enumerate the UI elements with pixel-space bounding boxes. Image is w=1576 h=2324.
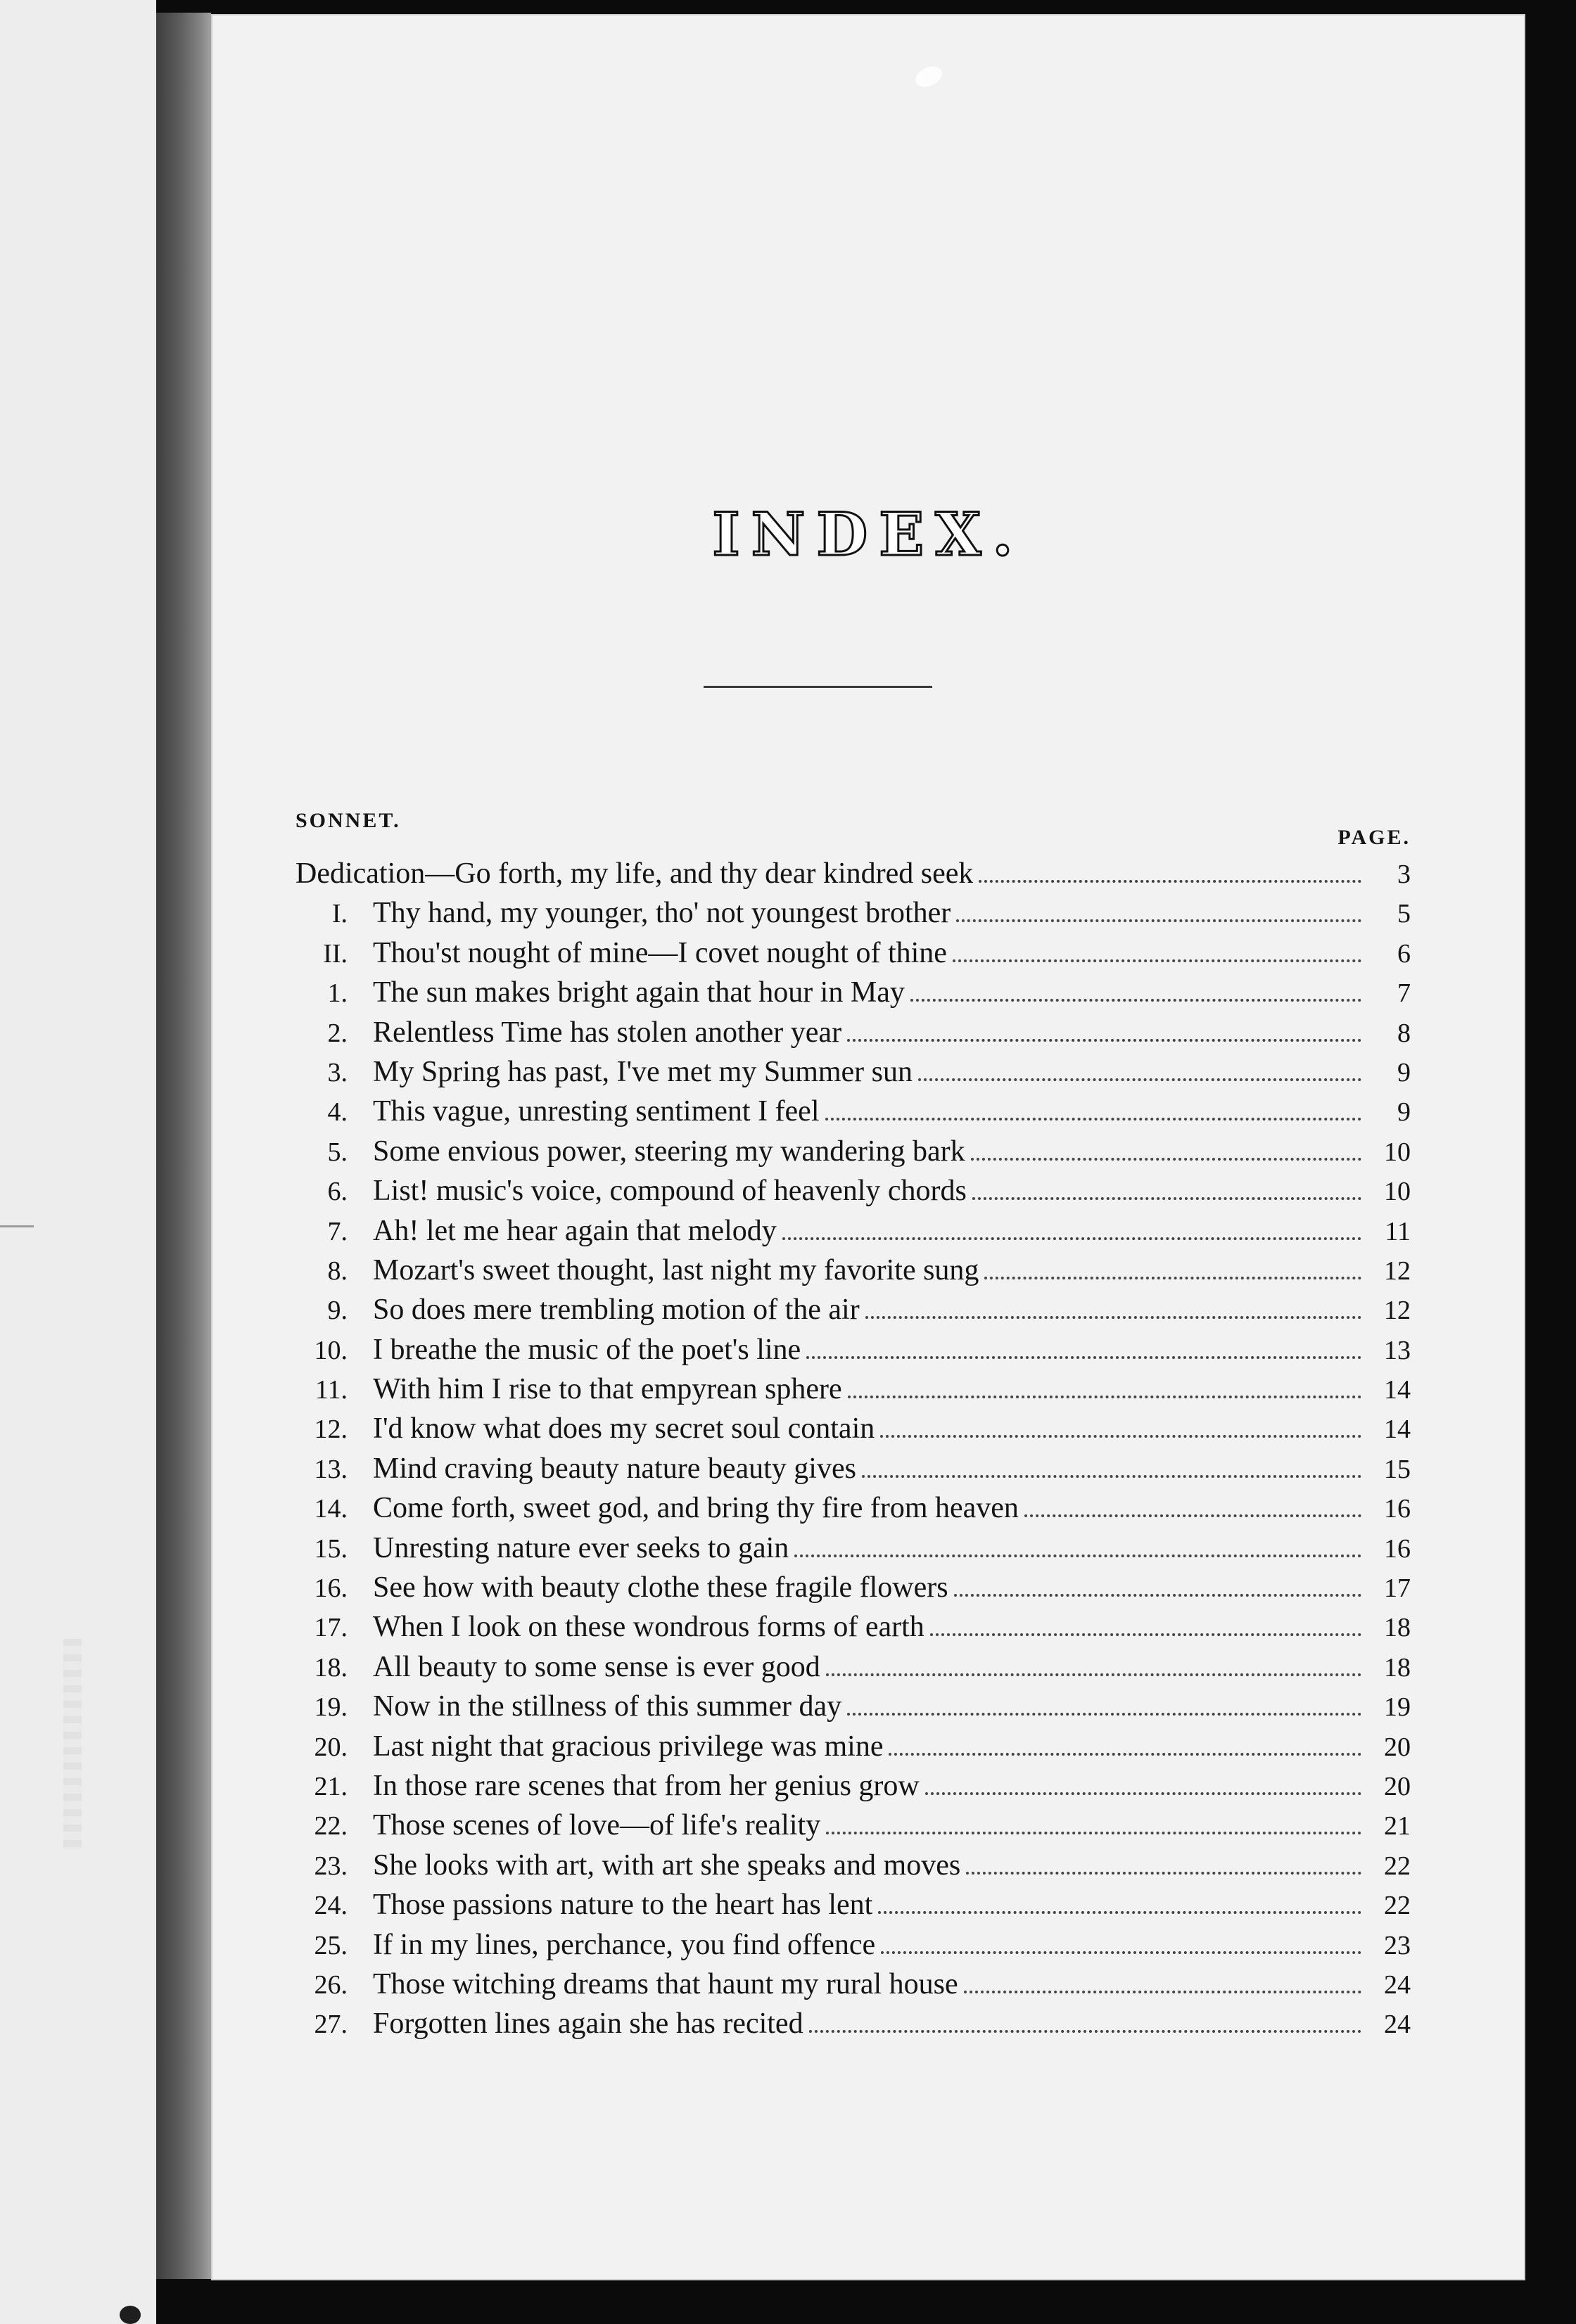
- dot-leader: [862, 1475, 1361, 1478]
- dot-leader: [794, 1554, 1361, 1557]
- index-page: [211, 14, 1525, 2280]
- index-table: [296, 809, 1411, 2044]
- index-entry: [296, 1251, 1411, 1290]
- dot-leader: [826, 1832, 1361, 1834]
- dot-leader: [954, 1594, 1361, 1597]
- entry-number: 7.: [327, 1216, 348, 1246]
- index-entry: [296, 1013, 1411, 1052]
- entry-number: 16.: [314, 1573, 348, 1604]
- entry-text: I'd know what does my secret soul contain: [373, 1412, 875, 1445]
- index-entry: [296, 1607, 1411, 1647]
- entry-page: 13: [1384, 1335, 1411, 1365]
- sonnet-column-header: SONNET.: [296, 809, 401, 832]
- index-entry: [296, 1132, 1411, 1171]
- show-through-text: [63, 1639, 82, 1850]
- dot-leader: [880, 1435, 1361, 1438]
- dot-leader: [953, 959, 1361, 962]
- entry-text: Those passions nature to the heart has lent: [373, 1889, 873, 1922]
- entry-text: Those witching dreams that haunt my rural house: [373, 1967, 958, 2000]
- entry-page: 5: [1397, 899, 1411, 929]
- entry-text: Unresting nature ever seeks to gain: [373, 1531, 789, 1564]
- entry-text: Relentless Time has stolen another year: [373, 1016, 842, 1049]
- index-entry: [296, 1330, 1411, 1370]
- dot-leader: [806, 1356, 1361, 1359]
- index-entry: [296, 933, 1411, 973]
- entry-text: My Spring has past, I've met my Summer sun: [373, 1055, 913, 1088]
- page-column-header: PAGE.: [1337, 826, 1411, 849]
- entry-page: 12: [1384, 1296, 1411, 1326]
- dot-leader: [930, 1633, 1361, 1636]
- paper-speck: [912, 63, 945, 91]
- entry-number: 8.: [327, 1256, 348, 1286]
- entry-number: 13.: [314, 1454, 348, 1484]
- entry-text: Some envious power, steering my wandering bark: [373, 1135, 965, 1168]
- index-entry: [296, 2004, 1411, 2043]
- entry-page: 14: [1384, 1375, 1411, 1405]
- entry-page: 8: [1397, 1018, 1411, 1048]
- left-page-edge: [0, 0, 156, 2324]
- index-entry: [296, 1687, 1411, 1726]
- entry-number: 26.: [314, 1969, 348, 2000]
- dot-leader: [782, 1237, 1361, 1240]
- index-entry: [296, 1568, 1411, 1607]
- dot-leader: [1024, 1514, 1361, 1517]
- entry-text: This vague, unresting sentiment I feel: [373, 1095, 820, 1128]
- book-gutter: [156, 13, 211, 2279]
- entry-number: 1.: [327, 978, 348, 1009]
- dot-leader: [984, 1277, 1361, 1279]
- entry-page: 18: [1384, 1613, 1411, 1643]
- entry-text: Last night that gracious privilege was mine: [373, 1730, 884, 1763]
- dot-leader: [972, 1197, 1361, 1200]
- entry-text: Thou'st nought of mine—I covet nought of thine: [373, 936, 947, 969]
- index-entry: [296, 1806, 1411, 1845]
- entry-list: [296, 893, 1411, 2043]
- index-entry: [296, 1647, 1411, 1687]
- dot-leader: [881, 1951, 1361, 1954]
- entry-page: 23: [1384, 1930, 1411, 1960]
- dot-leader: [847, 1713, 1361, 1716]
- entry-number: 11.: [314, 1375, 348, 1405]
- entry-number: 22.: [314, 1811, 348, 1841]
- entry-number: 9.: [327, 1296, 348, 1326]
- index-entry: [296, 1052, 1411, 1092]
- entry-page: 9: [1397, 1097, 1411, 1128]
- dot-leader: [966, 1872, 1361, 1875]
- entry-page: 16: [1384, 1494, 1411, 1524]
- entry-text: With him I rise to that empyrean sphere: [373, 1373, 842, 1406]
- dot-leader: [971, 1158, 1361, 1161]
- entry-number: 24.: [314, 1891, 348, 1921]
- index-entry: [296, 973, 1411, 1012]
- index-entry: [296, 1846, 1411, 1885]
- title-rule: [704, 686, 932, 688]
- entry-text: Ah! let me hear again that melody: [373, 1214, 777, 1247]
- entry-number: 27.: [314, 2010, 348, 2040]
- dot-leader: [979, 880, 1361, 883]
- entry-text: In those rare scenes that from her genius grow: [373, 1769, 920, 1802]
- entry-page: 10: [1384, 1137, 1411, 1167]
- dot-leader: [889, 1753, 1361, 1756]
- index-entry: [296, 1409, 1411, 1448]
- entry-page: 19: [1384, 1692, 1411, 1723]
- entry-text: Those scenes of love—of life's reality: [373, 1809, 821, 1842]
- entry-number: 10.: [314, 1335, 348, 1365]
- entry-number: I.: [331, 899, 348, 929]
- entry-page: 16: [1384, 1533, 1411, 1564]
- dot-leader: [865, 1316, 1361, 1319]
- entry-page: 12: [1384, 1256, 1411, 1286]
- index-entry: [296, 1885, 1411, 1924]
- entry-text: List! music's voice, compound of heavenly chords: [373, 1175, 967, 1208]
- entry-text: All beauty to some sense is ever good: [373, 1650, 820, 1683]
- entry-page: 22: [1384, 1891, 1411, 1921]
- entry-page: 3: [1397, 860, 1411, 889]
- index-entry: [296, 1211, 1411, 1251]
- entry-number: 3.: [327, 1057, 348, 1087]
- entry-number: 23.: [314, 1851, 348, 1881]
- entry-number: 15.: [314, 1533, 348, 1564]
- index-entry: [296, 1488, 1411, 1528]
- entry-text: Mind craving beauty nature beauty gives: [373, 1452, 856, 1485]
- entry-page: 10: [1384, 1177, 1411, 1207]
- entry-text: When I look on these wondrous forms of earth: [373, 1611, 924, 1644]
- ink-blot: [120, 2306, 141, 2324]
- dot-leader: [964, 1991, 1361, 1993]
- entry-number: 12.: [314, 1415, 348, 1445]
- page-title: INDEX.: [712, 499, 1024, 569]
- dot-leader: [826, 1673, 1361, 1676]
- dot-leader: [825, 1118, 1362, 1120]
- dot-leader: [809, 2030, 1361, 2033]
- dot-leader: [878, 1911, 1361, 1914]
- entry-text: The sun makes bright again that hour in May: [373, 976, 905, 1009]
- entry-text: See how with beauty clothe these fragile flowers: [373, 1571, 948, 1604]
- entry-text: Now in the stillness of this summer day: [373, 1690, 842, 1723]
- entry-number: 6.: [327, 1177, 348, 1207]
- index-entry: [296, 1449, 1411, 1488]
- index-entry: [296, 1092, 1411, 1131]
- entry-page: 24: [1384, 2010, 1411, 2040]
- dot-leader: [956, 919, 1361, 922]
- entry-page: 21: [1384, 1811, 1411, 1841]
- index-entry: [296, 1370, 1411, 1409]
- entry-page: 22: [1384, 1851, 1411, 1881]
- entry-text: If in my lines, perchance, you find offence: [373, 1928, 876, 1961]
- entry-number: 14.: [314, 1494, 348, 1524]
- dot-leader: [847, 1039, 1361, 1042]
- page-mark: [0, 1225, 34, 1227]
- entry-text: Come forth, sweet god, and bring thy fire from heaven: [373, 1492, 1019, 1525]
- entry-number: 4.: [327, 1097, 348, 1128]
- entry-number: 2.: [327, 1018, 348, 1048]
- entry-number: 18.: [314, 1652, 348, 1683]
- index-header: [296, 809, 1411, 854]
- entry-text: Dedication—Go forth, my life, and thy dear kindred seek: [296, 857, 974, 890]
- entry-page: 11: [1385, 1216, 1411, 1246]
- dot-leader: [918, 1078, 1361, 1081]
- index-entry: [296, 1171, 1411, 1211]
- entry-page: 14: [1384, 1415, 1411, 1445]
- entry-page: 20: [1384, 1771, 1411, 1801]
- entry-number: II.: [323, 938, 348, 969]
- entry-text: She looks with art, with art she speaks and moves: [373, 1849, 961, 1882]
- index-entry: [296, 1290, 1411, 1329]
- entry-page: 9: [1397, 1057, 1411, 1087]
- dot-leader: [910, 999, 1361, 1002]
- dot-leader: [925, 1792, 1361, 1795]
- entry-page: 6: [1397, 938, 1411, 969]
- entry-number: 17.: [314, 1613, 348, 1643]
- entry-text: Mozart's sweet thought, last night my favorite sung: [373, 1253, 979, 1286]
- index-entry: [296, 1766, 1411, 1806]
- dot-leader: [848, 1396, 1361, 1398]
- entry-text: Forgotten lines again she has recited: [373, 2007, 803, 2041]
- entry-page: 24: [1384, 1969, 1411, 2000]
- entry-text: I breathe the music of the poet's line: [373, 1333, 801, 1366]
- entry-number: 20.: [314, 1732, 348, 1762]
- index-entry: [296, 1925, 1411, 1965]
- index-entry: [296, 1528, 1411, 1568]
- index-entry: [296, 893, 1411, 933]
- entry-page: 17: [1384, 1573, 1411, 1604]
- entry-number: 25.: [314, 1930, 348, 1960]
- entry-number: 5.: [327, 1137, 348, 1167]
- entry-page: 7: [1397, 978, 1411, 1009]
- dedication-entry: [296, 854, 1411, 893]
- entry-page: 15: [1384, 1454, 1411, 1484]
- entry-page: 20: [1384, 1732, 1411, 1762]
- entry-page: 18: [1384, 1652, 1411, 1683]
- index-entry: [296, 1727, 1411, 1766]
- index-entry: [296, 1965, 1411, 2004]
- entry-number: 19.: [314, 1692, 348, 1723]
- entry-text: So does mere trembling motion of the air: [373, 1294, 860, 1327]
- entry-text: Thy hand, my younger, tho' not youngest brother: [373, 897, 951, 930]
- entry-number: 21.: [314, 1771, 348, 1801]
